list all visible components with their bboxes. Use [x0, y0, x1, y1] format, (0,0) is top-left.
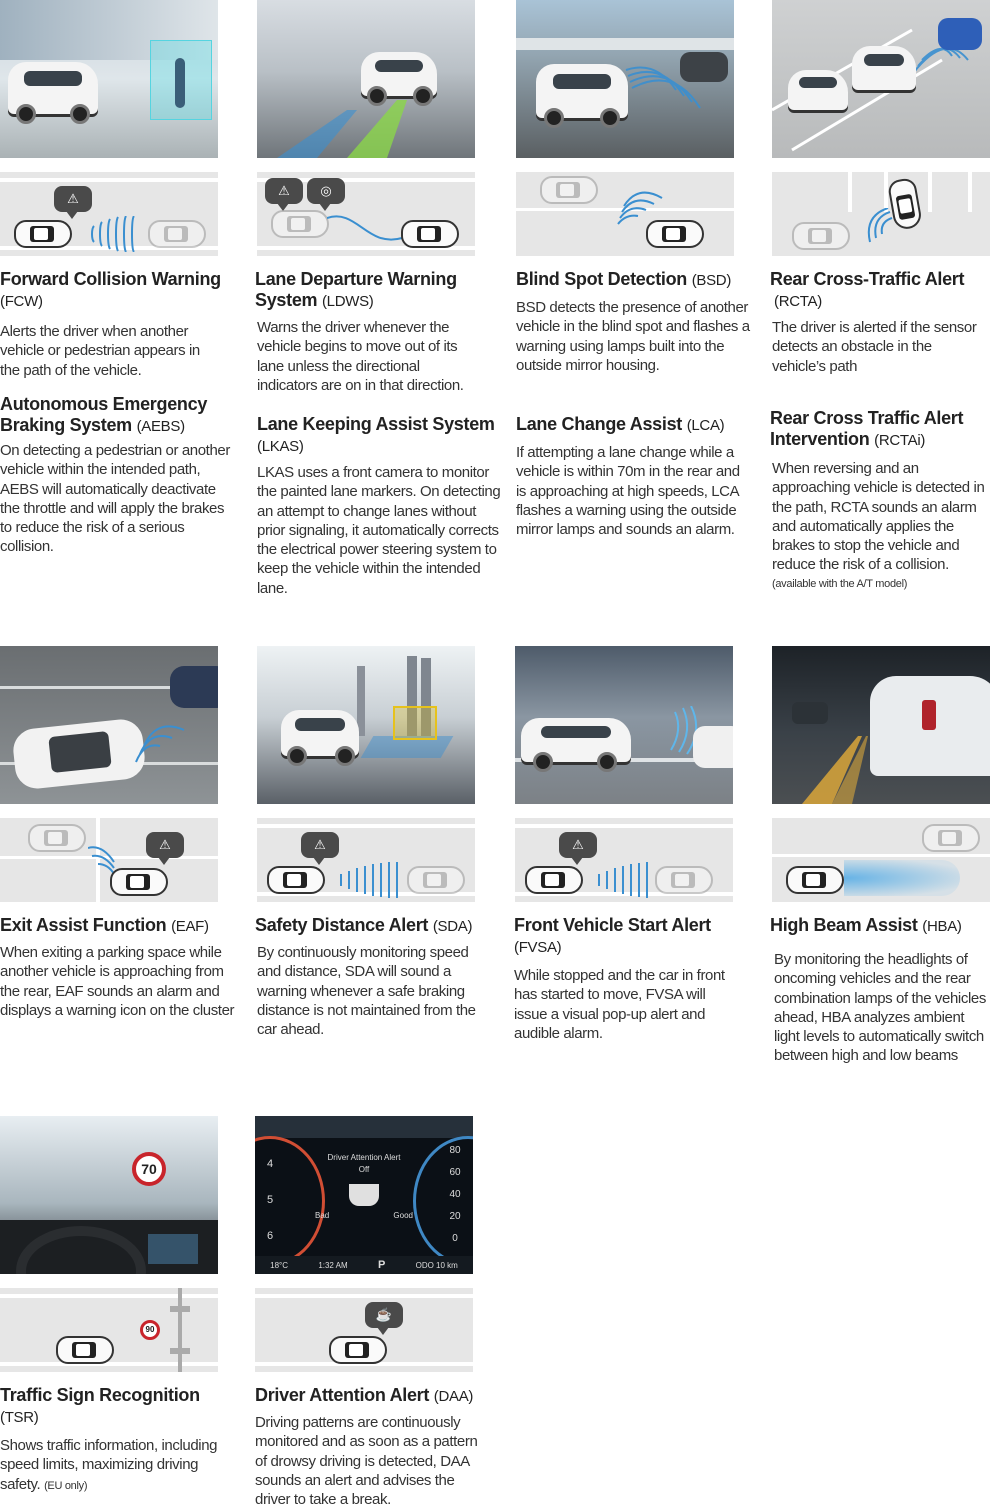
feature-column-daa — [255, 1116, 505, 1509]
hba-text-block — [770, 915, 990, 1066]
warning-icon: ⚠ — [54, 186, 92, 212]
fvsa-photo — [515, 646, 733, 804]
speed-ticks: 80 60 40 20 0 — [449, 1145, 461, 1244]
tsr-description: Shows traffic information, including speed limits, maximizing driving safety. (EU only) — [0, 1437, 218, 1493]
fcw-diagram — [0, 172, 218, 256]
rcta-photo — [772, 0, 990, 158]
feature-column-fvsa — [514, 646, 760, 1086]
daa-cluster-photo — [255, 1116, 473, 1274]
lkas-title: Lane Keeping Assist System (LKAS) — [257, 414, 495, 455]
bsd-diagram — [516, 172, 734, 256]
speed-sign: 70 — [132, 1152, 166, 1186]
lca-title: Lane Change Assist (LCA) — [516, 414, 725, 434]
tsr-text-block — [0, 1385, 240, 1496]
fcw-description: Alerts the driver when another vehicle or pedestrian appears in the path of the vehicle. — [0, 323, 200, 379]
lkas-text-block — [255, 414, 505, 598]
start-alert-icon: ⚠ — [559, 832, 597, 858]
aebs-title: Autonomous Emergency Braking System (AEBS) — [0, 394, 208, 435]
bsd-photo — [516, 0, 734, 158]
rctai-text-block — [770, 408, 990, 594]
ldws-text-block — [255, 269, 505, 395]
eaf-title: Exit Assist Function (EAF) — [0, 915, 209, 935]
sda-title: Safety Distance Alert (SDA) — [255, 915, 473, 935]
cluster-status-bar: 18°C 1:32 AM P ODO 10 km — [255, 1256, 473, 1274]
feature-column-hba — [770, 646, 990, 1086]
daa-text-block — [255, 1385, 505, 1509]
feature-column-bsd-lca — [514, 0, 760, 600]
fvsa-description: While stopped and the car in front has started to move, FVSA will issue a visual pop-up alert and audible alarm. — [514, 967, 725, 1042]
fcw-title: Forward Collision Warning (FCW) — [0, 269, 221, 310]
sda-description: By continuously monitoring speed and distance, SDA will sound a warning whenever a safe braking distance is not maintained from the car ahead. — [257, 944, 476, 1039]
rctai-note: (available with the A/T model) — [772, 577, 908, 590]
rcta-description: The driver is alerted if the sensor detects an obstacle in the vehicle’s path — [772, 319, 977, 375]
ldws-diagram — [257, 172, 475, 256]
feature-column-fcw-aebs — [0, 0, 240, 600]
tsr-diagram — [0, 1288, 218, 1372]
steering-path — [327, 208, 407, 248]
fvsa-title: Front Vehicle Start Alert (FVSA) — [514, 915, 711, 956]
lane-warning-icon: ⚠ — [265, 178, 303, 204]
fvsa-text-block — [514, 915, 760, 1043]
fcw-photo — [0, 0, 218, 158]
tsr-title: Traffic Sign Recognition (TSR) — [0, 1385, 200, 1426]
distance-warning-icon: ⚠ — [301, 832, 339, 858]
feature-column-tsr — [0, 1116, 240, 1504]
feature-column-rcta — [770, 0, 990, 600]
bsd-title: Blind Spot Detection (BSD) — [516, 269, 732, 289]
hba-photo — [772, 646, 990, 804]
ldws-description: Warns the driver whenever the vehicle begins to move out of its lane unless the directional indicators are on in that direction. — [257, 319, 464, 394]
hba-diagram — [772, 818, 990, 902]
lca-description: If attempting a lane change while a vehicle is within 70m in the rear and is approaching at high speeds, LCA flashes a warning using the outside mirror lamps and sounds an alarm. — [516, 444, 740, 539]
lca-text-block — [514, 414, 760, 539]
sda-photo — [257, 646, 475, 804]
rcta-text-block — [770, 269, 990, 376]
feature-column-sda — [255, 646, 505, 1086]
bsd-description: BSD detects the presence of another vehicle in the blind spot and flashes a warning using lamps built into the outside mirror housing. — [516, 299, 750, 374]
ldws-photo — [257, 0, 475, 158]
tsr-photo — [0, 1116, 218, 1274]
rpm-ticks: 4 5 6 — [266, 1158, 274, 1242]
coffee-cup-icon — [349, 1184, 379, 1206]
rctai-description: When reversing and an approaching vehicle is detected in the path, RCTA sounds an alarm and automatically applies the brakes to stop the vehicle and reduce the risk of a collision. — [772, 460, 985, 574]
sensor-waves — [88, 216, 148, 252]
rcta-diagram — [772, 172, 990, 256]
sda-diagram — [257, 818, 475, 902]
daa-title: Driver Attention Alert (DAA) — [255, 1385, 474, 1405]
feature-column-eaf — [0, 646, 240, 1086]
exit-warning-icon: ⚠ — [146, 832, 184, 858]
rear-sensor-waves — [856, 208, 896, 248]
daa-cluster-screen: Driver Attention Alert Off Bad Good — [315, 1153, 413, 1220]
bsd-text-block — [514, 269, 760, 375]
hba-description: By monitoring the headlights of oncoming vehicles and the rear combination lamps of the vehicles ahead, HBA analyzes ambient light levels to automatically switch between high and low beams — [774, 951, 986, 1065]
lkas-description: LKAS uses a front camera to monitor the painted lane markers. On detecting an attempt to change lanes without prior signaling, it automatically corrects the electrical power steering system to keep the vehicle within the intended lane. — [257, 464, 501, 597]
distance-waves — [337, 862, 407, 898]
fcw-text-block — [0, 269, 240, 380]
ldws-title: Lane Departure Warning System (LDWS) — [255, 269, 457, 310]
hba-title: High Beam Assist (HBA) — [770, 915, 962, 935]
coffee-icon: ☕ — [365, 1302, 403, 1328]
eaf-description: When exiting a parking space while another vehicle is approaching from the rear, EAF sounds an alarm and displays a warning icon on the cluster — [0, 944, 235, 1019]
daa-description: Driving patterns are continuously monitored and as soon as a pattern of drowsy driving is detected, DAA sounds an alert and advises the driver to take a break. — [255, 1414, 478, 1509]
feature-column-ldws-lkas — [255, 0, 505, 600]
eaf-photo — [0, 646, 218, 804]
aebs-description: On detecting a pedestrian or another vehicle within the intended path, AEBS will automatically deactivate the throttle and will apply the brakes to reduce the risk of a serious collision. — [0, 442, 230, 556]
speed-limit-sign: 90 — [140, 1320, 160, 1340]
rcta-title: Rear Cross-Traffic Alert (RCTA) — [770, 269, 965, 310]
high-beam — [844, 860, 960, 896]
eaf-diagram — [0, 818, 218, 902]
fvsa-diagram — [515, 818, 733, 902]
aebs-text-block — [0, 394, 240, 557]
daa-diagram — [255, 1288, 473, 1372]
steering-icon: ◎ — [307, 178, 345, 204]
sda-text-block — [255, 915, 505, 1039]
rctai-title: Rear Cross Traffic Alert Intervention (RCTAi) — [770, 408, 964, 449]
eaf-text-block — [0, 915, 240, 1020]
front-waves — [595, 862, 655, 898]
